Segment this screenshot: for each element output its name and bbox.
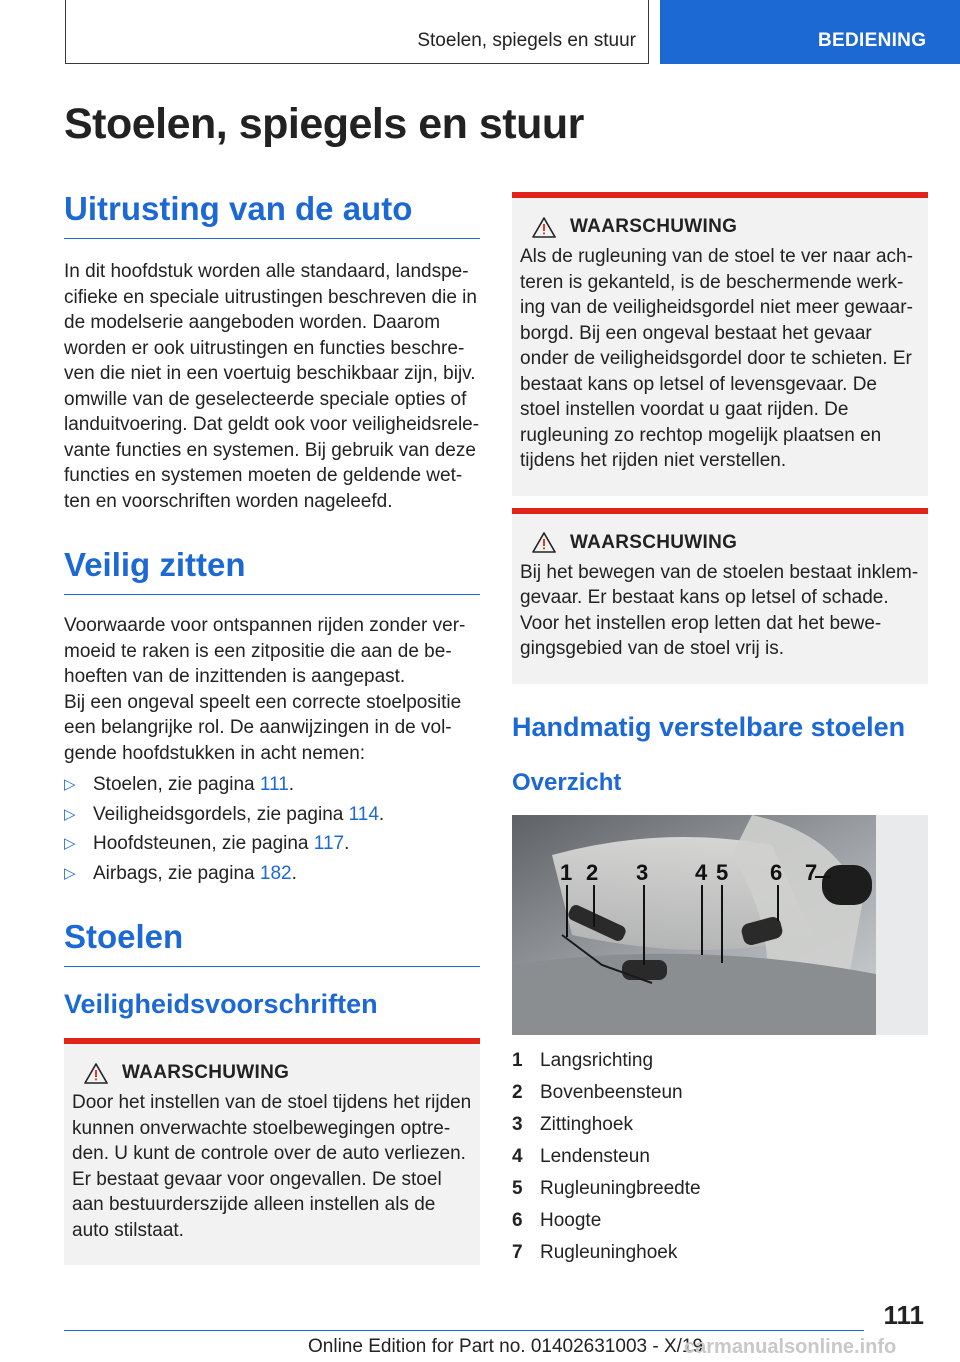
photo-callout-5: 5	[716, 860, 729, 885]
footer-divider	[64, 1330, 864, 1331]
warning-text: Bij het bewegen van de stoelen bestaat inklemgevaar. Er bestaat kans op letsel of schade. Voor het instellen erop letten dat het bewegingsgebied van de stoel vrij is.	[520, 561, 919, 659]
list-item: ▷ Stoelen, zie pagina 111.	[64, 772, 480, 798]
list-item: 2 Bovenbeensteun	[512, 1081, 683, 1103]
warning-title: WAARSCHUWING	[570, 216, 738, 237]
running-header	[65, 0, 649, 64]
page-link[interactable]: 117	[313, 833, 345, 854]
heading-stoelen: Stoelen	[64, 918, 480, 967]
warning-triangle-icon	[532, 217, 556, 238]
triangle-bullet-icon: ▷	[64, 776, 76, 793]
edition-footer: Online Edition for Part no. 01402631003 - X/19	[308, 1336, 704, 1357]
reference-text: Stoelen, zie pagina	[93, 774, 260, 795]
right-column	[512, 192, 928, 1269]
page-link[interactable]: 114	[348, 803, 379, 825]
heading-veilig-zitten: Veilig zitten	[64, 546, 480, 595]
photo-callout-7: 7	[805, 860, 818, 885]
page-link[interactable]: 111	[259, 774, 289, 795]
warning-box	[64, 1038, 480, 1265]
list-item: 4 Lendensteun	[512, 1145, 650, 1167]
list-item: 1 Langsrichting	[512, 1049, 654, 1071]
heading-handmatig-verstelbare-stoelen: Handmatig verstelbare stoelen	[512, 711, 906, 742]
warning-box	[512, 508, 928, 684]
reference-text: Veiligheidsgordels, zie pagina	[93, 803, 349, 825]
heading-overzicht: Overzicht	[512, 768, 622, 796]
legend-list	[512, 1045, 928, 1269]
warning-triangle-icon	[532, 532, 556, 553]
seat-photo-drawing	[512, 815, 928, 1035]
list-item: 5 Rugleuningbreedte	[512, 1177, 701, 1199]
list-item: ▷ Hoofdsteunen, zie pagina 117.	[64, 831, 480, 857]
left-column	[64, 190, 480, 1265]
list-item: 7 Rugleuninghoek	[512, 1241, 678, 1263]
veilig-paragraph-2: Bij een ongeval speelt een correcte stoelpositie een belangrijke rol. De aanwijzingen in de volgende hoofdstukken in acht nemen:	[64, 691, 462, 764]
heading-veiligheidsvoorschriften: Veiligheidsvoorschriften	[64, 989, 378, 1019]
list-item: ▷ Airbags, zie pagina 182.	[64, 861, 480, 887]
warning-box	[512, 192, 928, 496]
page-link[interactable]: 182	[259, 862, 292, 884]
heading-uitrusting: Uitrusting van de auto	[64, 190, 480, 239]
photo-callout-1: 1	[560, 860, 573, 885]
triangle-bullet-icon: ▷	[64, 805, 76, 823]
triangle-bullet-icon: ▷	[64, 864, 76, 882]
warning-text: Als de rugleuning van de stoel te ver naar achteren is gekanteld, is de beschermende werking van de veiligheidsgordel niet meer gewaarborgd. Bij een ongeval bestaat het gevaar onder de veiligheidsgordel door te schieten. Er bestaat kans op letsel of levensgevaar. De stoel instellen voordat u gaat rijden. De rugleuning zo rechtop mogelijk plaatsen en tijdens het rijden niet verstellen.	[520, 246, 913, 471]
chapter-tab	[660, 0, 960, 64]
uitrusting-paragraph: In dit hoofdstuk worden alle standaard, landspecifieke en speciale uitrustingen beschreven die in de modelserie aangeboden worden. Daarom worden er ook uitrustingen en functies beschreven die niet in een voertuig beschikbaar zijn, bijv. omwille van de geselecteerde speciale opties of landuitvoering. Dat geldt ook voor veiligheidsrelevante functies en systemen. Bij gebruik van deze functies en systemen moeten de geldende wetten en voorschriften worden nageleefd.	[64, 261, 480, 512]
page-number: 111	[883, 1300, 924, 1330]
veilig-paragraph-1: Voorwaarde voor ontspannen rijden zonder vermoeid te raken is een zitpositie die aan de behoeften van de inzittenden is aangepast.	[64, 615, 466, 687]
chapter-tab-label: BEDIENING	[818, 30, 927, 51]
page-title: Stoelen, spiegels en stuur	[64, 100, 584, 148]
photo-callout-3: 3	[636, 860, 649, 885]
warning-text: Door het instellen van de stoel tijdens het rijden kunnen onverwachte stoelbewegingen optreden. U kunt de controle over de auto verliezen. Er bestaat gevaar voor ongevallen. De stoel aan bestuurderszijde alleen instellen als de auto stilstaat.	[72, 1092, 472, 1241]
list-item: 3 Zittinghoek	[512, 1113, 633, 1135]
reference-text: Hoofdsteunen, zie pagina	[93, 833, 314, 854]
photo-callout-2: 2	[586, 860, 599, 885]
warning-title: WAARSCHUWING	[122, 1062, 290, 1083]
list-item: 6 Hoogte	[512, 1209, 602, 1231]
warning-title: WAARSCHUWING	[570, 531, 738, 553]
watermark: carmanualsonline.info	[684, 1336, 897, 1358]
seat-controls-photo	[512, 815, 928, 1035]
triangle-bullet-icon: ▷	[64, 835, 76, 852]
warning-triangle-icon	[84, 1063, 108, 1084]
header-section-title: Stoelen, spiegels en stuur	[417, 30, 636, 51]
reference-list	[64, 772, 480, 886]
list-item: ▷ Veiligheidsgordels, zie pagina 114.	[64, 802, 480, 828]
photo-callout-6: 6	[770, 860, 783, 885]
reference-text: Airbags, zie pagina	[93, 862, 260, 884]
photo-callout-4: 4	[695, 860, 708, 885]
